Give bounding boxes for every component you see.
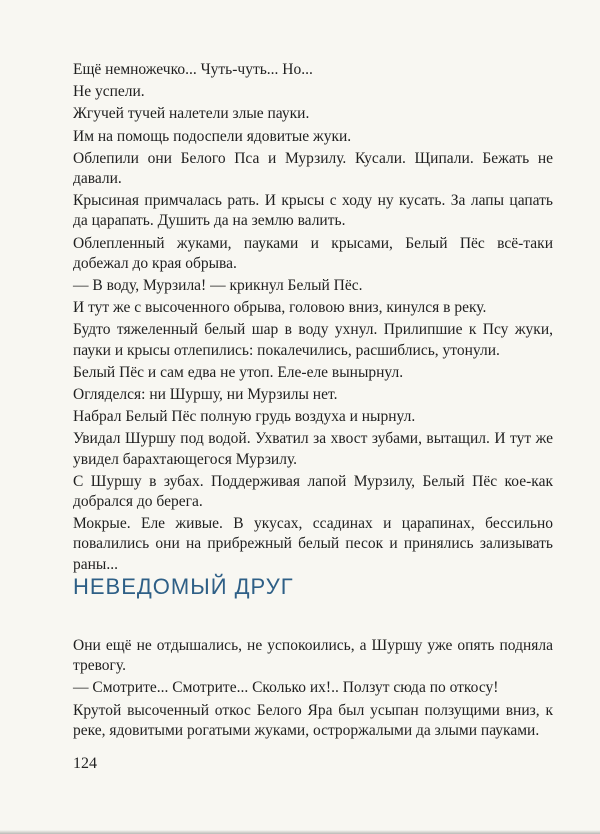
paragraph: Не успели. bbox=[73, 83, 145, 101]
paragraph: Белый Пёс и сам едва не утоп. Еле-еле вынырнул. bbox=[73, 363, 404, 381]
paragraph: Огляделся: ни Шуршу, ни Мурзилы нет. bbox=[73, 386, 338, 404]
paragraph: Ещё немножечко... Чуть-чуть... Но... bbox=[73, 61, 313, 78]
paragraph: Будто тяжеленный белый шар в воду ухнул. Прилипшие к Псу жуки, пауки и крысы отлепились: покалечились, расшиблись, утонули. bbox=[73, 321, 553, 359]
paragraph: Набрал Белый Пёс полную грудь воздуха и нырнул. bbox=[73, 408, 416, 426]
paragraph: Жгучей тучей налетели злые пауки. bbox=[73, 105, 310, 123]
paragraph: — Смотрите... Смотрите... Сколько их!.. Ползут сюда по откосу! bbox=[73, 679, 499, 697]
paragraph: Мокрые. Еле живые. В укусах, ссадинах и царапинах, бессильно повалились они на прибрежный белый песок и принялись зализывать раны... bbox=[73, 515, 553, 573]
paragraph: Они ещё не отдышались, не успокоились, а Шуршу уже опять подняла тревогу. bbox=[73, 637, 553, 675]
paragraph: Им на помощь подоспели ядовитые жуки. bbox=[73, 127, 352, 145]
page-number: 124 bbox=[73, 755, 97, 772]
paragraph: Облепили они Белого Пса и Мурзилу. Кусали. Щипали. Бежать не давали. bbox=[73, 149, 553, 188]
paragraph: — В воду, Мурзила! — крикнул Белый Пёс. bbox=[73, 277, 363, 295]
paragraph: Крутой высоченный откос Белого Яра был усыпан ползущими вниз, к реке, ядовитыми рогатыми жуками, остроржалыми да злыми пауками. bbox=[73, 701, 553, 739]
story-text-bottom bbox=[73, 636, 553, 741]
paragraph: Увидал Шуршу под водой. Ухватил за хвост зубами, вытащил. И тут же увидел барахтающегося Мурзилу. bbox=[73, 430, 553, 468]
paragraph: Облепленный жуками, пауками и крысами, Белый Пёс всё-таки добежал до края обрыва. bbox=[73, 234, 553, 272]
chapter-title: НЕВЕДОМЫЙ ДРУГ bbox=[73, 574, 294, 599]
paragraph: Крысиная примчалась рать. И крысы с ходу ну кусать. За лапы цапать да царапать. Душить да на землю валить. bbox=[73, 192, 553, 230]
story-text-top bbox=[73, 60, 553, 575]
paragraph: И тут же с высоченного обрыва, головою вниз, кинулся в реку. bbox=[73, 299, 487, 317]
paragraph: С Шуршу в зубах. Поддерживая лапой Мурзилу, Белый Пёс кое-как добрался до берега. bbox=[73, 472, 553, 511]
page-edge-shadow bbox=[0, 830, 600, 834]
